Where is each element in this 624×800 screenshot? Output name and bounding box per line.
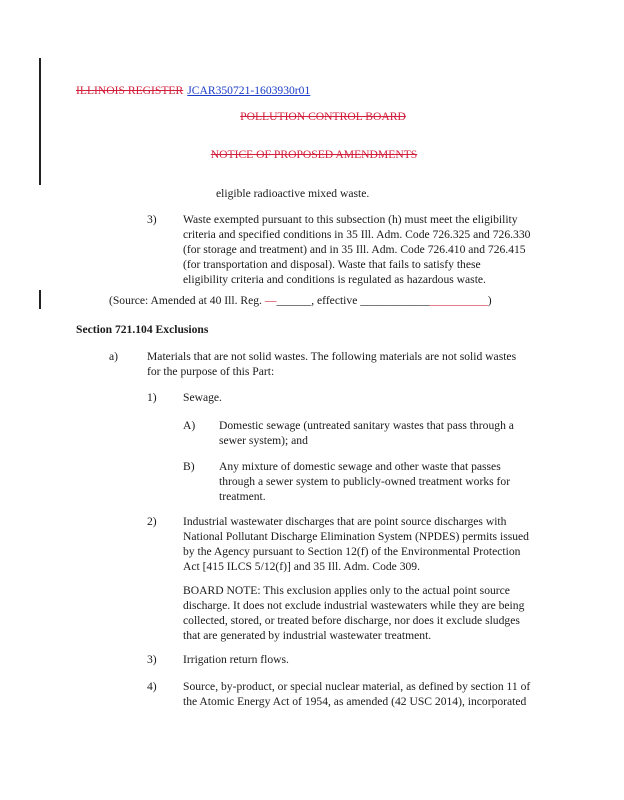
item-3b-text: Irrigation return flows. <box>183 653 289 666</box>
item-3b-number: 3) <box>147 653 157 666</box>
source-reg-deleted: — <box>264 294 277 307</box>
item-B-number: B) <box>183 460 195 473</box>
register-deleted: ILLINOIS REGISTER <box>76 84 184 97</box>
board-title: POLLUTION CONTROL BOARD <box>240 110 406 123</box>
item-a-text: Materials that are not solid wastes. The following materials are not solid wastes for the purpose of this Part: <box>147 350 517 378</box>
item-B-text: Any mixture of domestic sewage and other waste that passes through a sewer system to publicly-owned treatment works for treatment. <box>219 460 511 503</box>
source-note: (Source: Amended at 40 Ill. Reg. —______, effective ______________________) <box>109 294 492 307</box>
item-1-number: 1) <box>147 391 157 404</box>
source-date-deleted: __________ <box>429 294 488 307</box>
board-note: BOARD NOTE: This exclusion applies only to the actual point source discharge. It does not exclude industrial wastewaters while they are being collected, stored, or treated before discharge, nor does it exclude sludges that are generated by industrial wastewater treatment. <box>183 584 525 642</box>
register-header <box>76 83 310 98</box>
item-a-number: a) <box>109 350 119 363</box>
item-A-number: A) <box>183 419 196 432</box>
register-inserted: JCAR350721-1603930r01 <box>187 84 311 97</box>
item-1-text: Sewage. <box>183 391 222 404</box>
item-2-text: Industrial wastewater discharges that are point source discharges with National Pollutant Discharge Elimination System (NPDES) permits issued by the Agency pursuant to Section 12(f) of the Environmental Protection Act [415 ILCS 5/12(f)] and 35 Ill. Adm. Code 309. <box>183 515 529 573</box>
section-heading: Section 721.104 Exclusions <box>76 323 209 336</box>
continuation-text: eligible radioactive mixed waste. <box>216 187 370 200</box>
item-4-text: Source, by-product, or special nuclear material, as defined by section 11 of the Atomic Energy Act of 1954, as amended (42 USC 2014), incorporated <box>183 680 531 708</box>
change-bar-source <box>39 290 41 309</box>
item-3-text: Waste exempted pursuant to this subsection (h) must meet the eligibility criteria and specified conditions in 35 Ill. Adm. Code 726.325 and 726.330 (for storage and treatment) and in 35 Ill. Adm. Code 726.410 and 726.415 (for transportation and disposal). Waste that fails to satisfy these eligibility criteria and conditions is regulated as hazardous waste. <box>183 213 531 286</box>
item-3-number: 3) <box>147 213 157 226</box>
item-2-number: 2) <box>147 515 157 528</box>
item-A-text: Domestic sewage (untreated sanitary wastes that pass through a sewer system); and <box>219 419 514 447</box>
item-4-number: 4) <box>147 680 157 693</box>
notice-title: NOTICE OF PROPOSED AMENDMENTS <box>210 148 418 161</box>
